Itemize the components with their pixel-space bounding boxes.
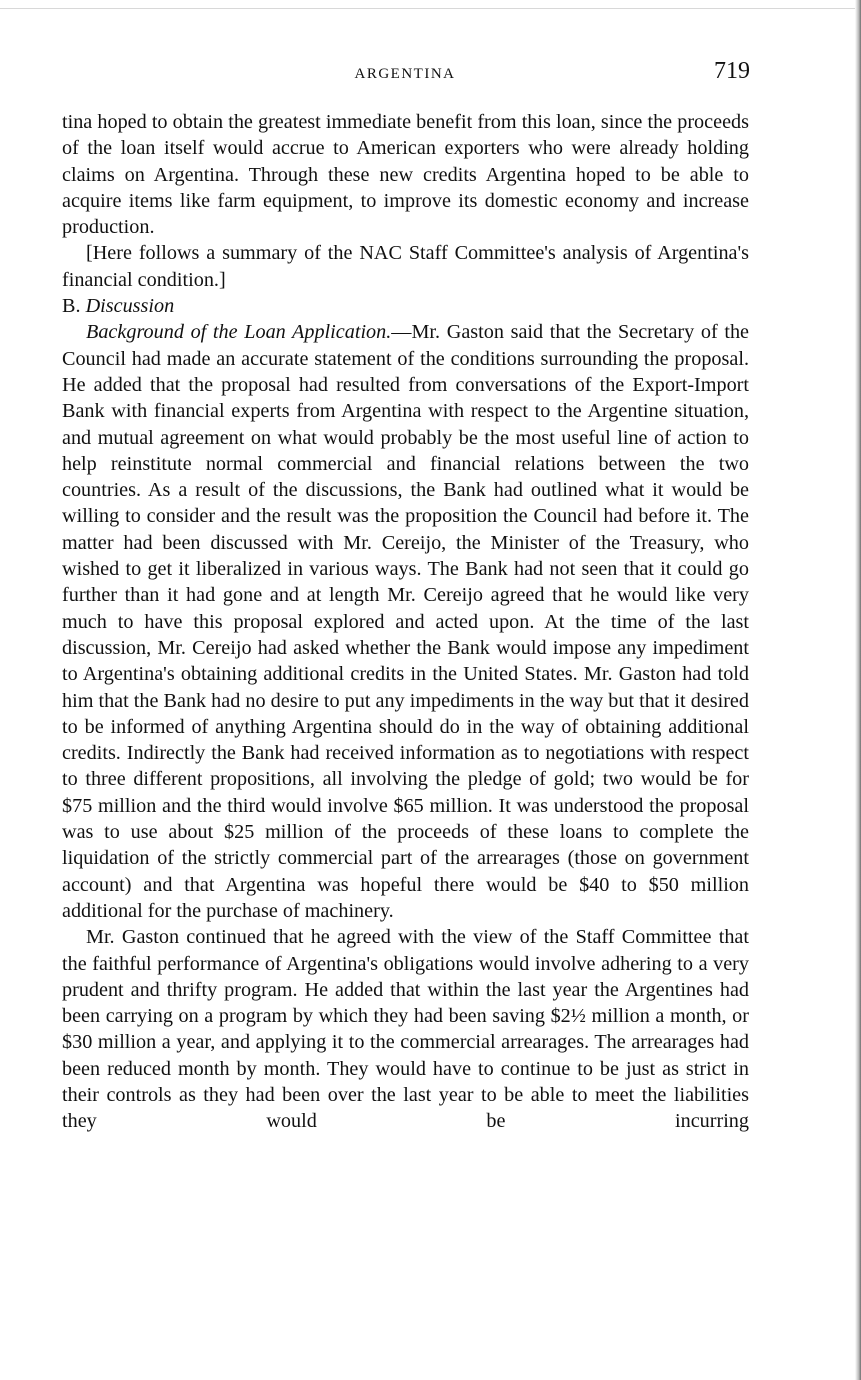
paragraph-continuation xyxy=(62,109,749,240)
page-body xyxy=(62,109,749,1135)
page-header xyxy=(60,56,750,92)
section-title: Discussion xyxy=(85,295,175,318)
editorial-note xyxy=(62,240,749,293)
section-heading xyxy=(62,293,749,319)
paragraph-text: Mr. Gaston continued that he agreed with the view of the Staff Committee that the faithful performance of Argentina's obligations would involve adhering to a very prudent and thrifty program. He added that within the last year the Argentines had been carrying on a program by which they had been saving $2½ million a month, or $30 million a year, and applying it to the commercial arrearages. The arrearages had been reduced month by month. They would have to continue to be just as strict in their controls as they had been over the last year to be able to meet the liabilities they would be incurring xyxy=(62,926,749,1133)
paragraph-text: tina hoped to obtain the greatest immediate benefit from this loan, since the proceeds of the loan itself would accrue to American exporters who were already holding claims on Argentina. Through these new credits Argentina hoped to be able to acquire items like farm equipment, to improve its domestic economy and increase production. xyxy=(62,111,749,239)
page-right-edge-shadow xyxy=(855,0,861,1380)
running-title: ARGENTINA xyxy=(354,66,456,82)
page-top-edge xyxy=(0,0,861,9)
paragraph-text: —Mr. Gaston said that the Secretary of the Council had made an accurate statement of the conditions surrounding the proposal. He added that the proposal had resulted from conversations of the Export-Import Bank with financial experts from Argentina with respect to the Argentine situation, and mutual agreement on what would probably be the most useful line of action to help reinstitute normal commercial and financial relations between the two countries. As a result of the discussions, the Bank had outlined what it would be willing to consider and the result was the proposition the Council had before it. The matter had been discussed with Mr. Cereijo, the Minister of the Treasury, who wished to get it liberalized in various ways. The Bank had not seen that it could go further than it had gone and at length Mr. Cereijo agreed that he would like very much to have this proposal explored and acted upon. At the time of the last discussion, Mr. Cereijo had asked whether the Bank would impose any impediment to Argentina's obtaining additional credits in the United States. Mr. Gaston had told him that the Bank had no desire to put any impediments in the way but that it desired to be informed of anything Argentina should do in the way of obtaining additional credits. Indirectly the Bank had received information as to negotiations with respect to three different propositions, all involving the pledge of gold; two would be for $75 million and the third would involve $65 million. It was understood the proposal was to use about $25 million of the proceeds of these loans to complete the liquidation of the strictly commercial part of the arrearages (those on government account) and that Argentina was hopeful there would be $40 to $50 million additional for the purchase of machinery. xyxy=(62,321,750,922)
paragraph-background xyxy=(62,319,749,924)
editorial-note-text: [Here follows a summary of the NAC Staff Committee's analysis of Argentina's financial condition.] xyxy=(62,242,749,291)
section-number: B. xyxy=(62,295,81,318)
run-in-heading: Background of the Loan Application. xyxy=(86,321,392,344)
page-number: 719 xyxy=(714,58,750,84)
paragraph-gaston-continued xyxy=(62,924,749,1134)
